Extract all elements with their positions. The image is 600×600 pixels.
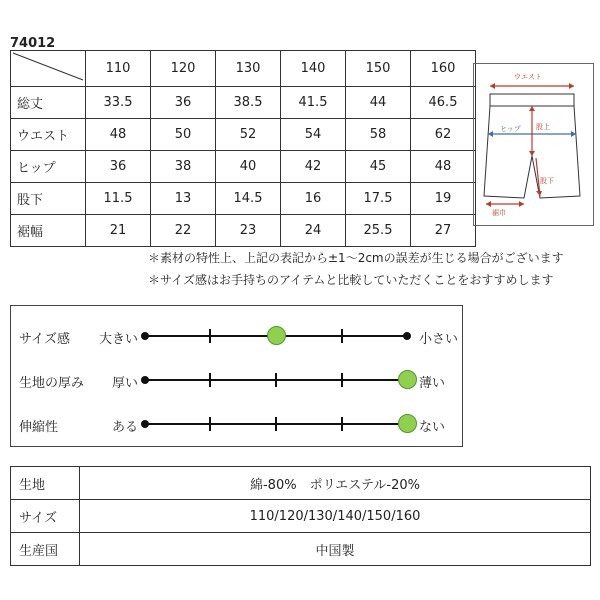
scale-endpoint-left: [141, 376, 149, 384]
table-row: [11, 467, 591, 500]
feel-label: 生地の厚み: [19, 376, 85, 391]
size-cell: 50: [151, 119, 216, 151]
material-value: 110/120/130/140/150/160: [80, 500, 591, 533]
shorts-diagram-icon: [474, 64, 593, 225]
diagonal-line-icon: [11, 51, 85, 82]
size-cell: 17.5: [346, 183, 411, 215]
size-cell: 27: [411, 215, 476, 247]
table-row: [11, 151, 476, 183]
size-column-header: 120: [151, 51, 216, 87]
scale-endpoint-left: [141, 332, 149, 340]
size-cell: 23: [216, 215, 281, 247]
material-label: サイズ: [11, 500, 80, 533]
size-cell: 13: [151, 183, 216, 215]
size-cell: 62: [411, 119, 476, 151]
scale-tick: [341, 417, 343, 431]
feel-scale: [145, 366, 407, 394]
size-cell: 40: [216, 151, 281, 183]
table-row: [11, 533, 591, 566]
scale-endpoint-left: [141, 420, 149, 428]
material-label: 生産国: [11, 533, 80, 566]
diagram-label-hem: 裾巾: [492, 209, 506, 217]
size-cell: 24: [281, 215, 346, 247]
diagram-label-inseam: 股下: [540, 177, 554, 185]
table-row: [11, 87, 476, 119]
size-table-corner: [11, 51, 86, 87]
scale-tick: [341, 373, 343, 387]
note-line: ＊サイズ感はお手持ちのアイテムと比較していただくことをおすすめします: [148, 273, 554, 287]
feel-right-label: 小さい: [419, 332, 459, 347]
size-column-header: 160: [411, 51, 476, 87]
scale-tick: [209, 373, 211, 387]
size-cell: 16: [281, 183, 346, 215]
row-label: ウエスト: [11, 119, 86, 151]
feel-section: [10, 305, 463, 447]
feel-row-stretch: [11, 410, 462, 438]
table-row: [11, 119, 476, 151]
diagram-label-rise: 股上: [536, 123, 550, 131]
size-column-header: 140: [281, 51, 346, 87]
row-label: 裾幅: [11, 215, 86, 247]
feel-right-label: 薄い: [419, 376, 446, 391]
size-table: [10, 50, 476, 247]
feel-left-label: ある: [111, 420, 138, 435]
feel-left-label: 厚い: [111, 376, 138, 391]
scale-marker: [398, 370, 417, 389]
material-label: 生地: [11, 467, 80, 500]
size-column-header: 130: [216, 51, 281, 87]
size-cell: 25.5: [346, 215, 411, 247]
row-label: 股下: [11, 183, 86, 215]
size-cell: 42: [281, 151, 346, 183]
size-cell: 44: [346, 87, 411, 119]
scale-tick: [341, 329, 343, 343]
size-cell: 46.5: [411, 87, 476, 119]
size-cell: 36: [151, 87, 216, 119]
shorts-measurement-diagram: [473, 63, 594, 226]
size-cell: 45: [346, 151, 411, 183]
size-cell: 52: [216, 119, 281, 151]
table-row: [11, 500, 591, 533]
product-code: 74012: [10, 36, 56, 51]
size-cell: 48: [86, 119, 151, 151]
table-row: [11, 215, 476, 247]
scale-tick: [275, 373, 277, 387]
row-label: 総丈: [11, 87, 86, 119]
size-cell: 11.5: [86, 183, 151, 215]
feel-scale: [145, 322, 407, 350]
scale-tick: [275, 417, 277, 431]
scale-tick: [209, 329, 211, 343]
size-cell: 38: [151, 151, 216, 183]
material-value: 綿-80% ポリエステル-20%: [80, 467, 591, 500]
scale-endpoint-right: [403, 332, 411, 340]
size-table-header-row: [11, 51, 476, 87]
scale-marker: [267, 326, 286, 345]
feel-label: サイズ感: [19, 332, 70, 347]
size-cell: 41.5: [281, 87, 346, 119]
note-line: ＊素材の特性上、上記の表記から±1～2cmの誤差が生じる場合がございます: [148, 251, 564, 265]
row-label: ヒップ: [11, 151, 86, 183]
size-column-header: 150: [346, 51, 411, 87]
diagram-label-waist: ウエスト: [514, 73, 542, 81]
size-cell: 54: [281, 119, 346, 151]
scale-tick: [209, 417, 211, 431]
material-table: [10, 466, 591, 566]
size-cell: 58: [346, 119, 411, 151]
size-cell: 36: [86, 151, 151, 183]
feel-label: 伸縮性: [19, 420, 59, 435]
feel-row-thickness: [11, 366, 462, 394]
size-cell: 33.5: [86, 87, 151, 119]
size-cell: 21: [86, 215, 151, 247]
size-cell: 22: [151, 215, 216, 247]
scale-marker: [398, 414, 417, 433]
feel-scale: [145, 410, 407, 438]
material-value: 中国製: [80, 533, 591, 566]
notes: [148, 247, 564, 291]
size-cell: 14.5: [216, 183, 281, 215]
size-cell: 19: [411, 183, 476, 215]
feel-row-size: [11, 322, 462, 350]
feel-left-label: 大きい: [98, 332, 138, 347]
table-row: [11, 183, 476, 215]
diagram-label-hip: ヒップ: [500, 125, 521, 133]
feel-right-label: ない: [419, 420, 446, 435]
size-cell: 38.5: [216, 87, 281, 119]
size-column-header: 110: [86, 51, 151, 87]
size-cell: 48: [411, 151, 476, 183]
